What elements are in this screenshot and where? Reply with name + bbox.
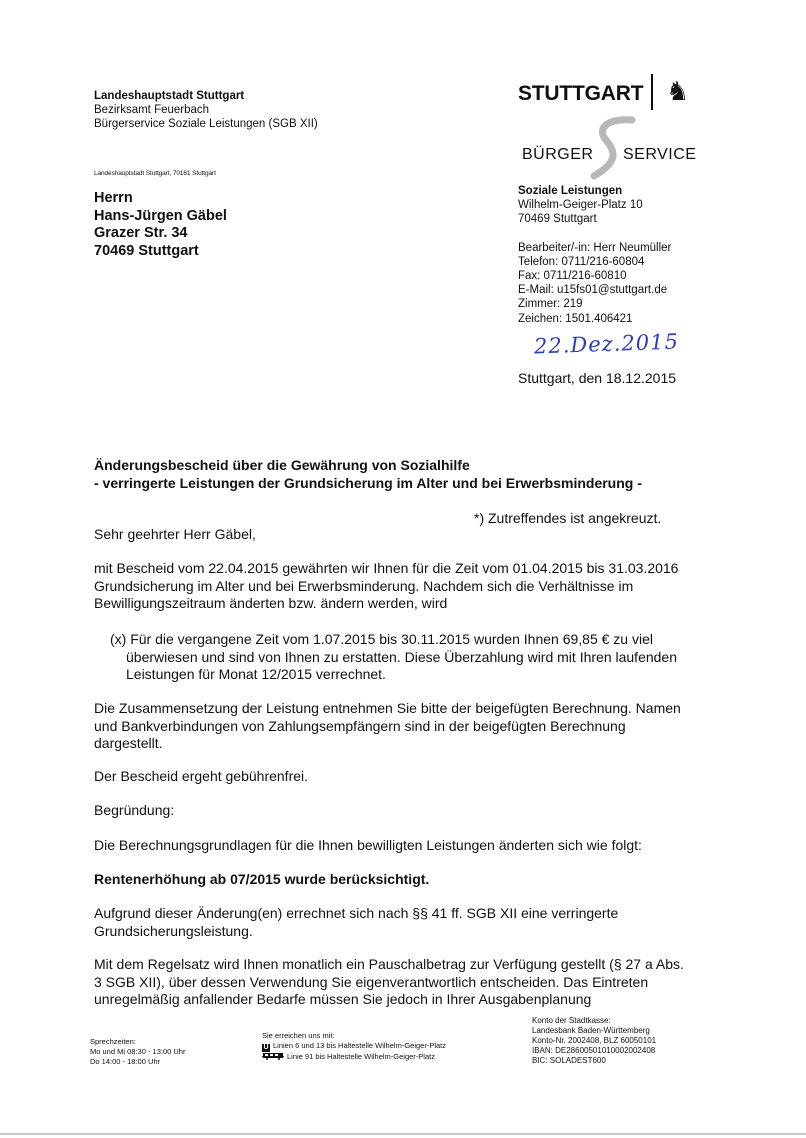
horse-crest-icon: ♞ [666,76,690,106]
contact-room: Zimmer: 219 [518,298,583,311]
service-word: SERVICE [623,146,697,163]
transit-title: Sie erreichen uns mit: [262,1031,335,1040]
bank-account: Konto-Nr. 2002408, BLZ 60050101 [532,1036,657,1045]
contact-reference: Zeichen: 1501.406421 [518,312,633,325]
paragraph-overpayment: (x) Für die vergangene Zeit vom 1.07.2015 bis 30.11.2015 wurden Ihnen 69,85 € zu viel überwiesen und sind von Ihnen zu erstatten. Diese Überzahlung wird mit Ihren laufenden Leistungen für Monat 12/2015 verrechnet. [110,631,677,682]
recipient-salutation: Herrn [94,190,133,206]
contact-city: 70469 Stuttgart [518,213,597,226]
contact-clerk: Bearbeiter/-in: Herr Neumüller [518,241,672,254]
sender-org: Landeshauptstadt Stuttgart [94,90,245,102]
received-date-stamp: 22.Dez.2015 [533,329,680,359]
sender-block [94,89,318,131]
bus-icon [262,1052,284,1060]
buerger-word: BÜRGER [522,146,594,163]
reasoning-heading: Begründung: [94,802,175,818]
subject-line-2: - verringerte Leistungen der Grundsicherung im Alter und bei Erwerbsminderung - [94,475,642,491]
contact-phone: Telefon: 0711/216-60804 [518,255,645,268]
bank-title: Konto der Stadtkasse: [532,1016,611,1025]
transit-bus [262,1052,446,1062]
recipient-street: Grazer Str. 34 [94,225,188,241]
contact-fax: Fax: 0711/216-60810 [518,270,627,283]
greeting: Sehr geehrter Herr Gäbel, [94,526,256,542]
return-address: Landeshauptstadt Stuttgart, 70161 Stuttgart [94,170,216,177]
letter-date: Stuttgart, den 18.12.2015 [518,370,677,386]
contact-block [518,184,671,326]
office-hours-title: Sprechzeiten: [90,1037,136,1046]
transit-ubahn-text: Linien 6 und 13 bis Haltestelle Wilhelm-Geiger-Platz [273,1041,446,1050]
subject [94,456,642,492]
paragraph-basis: Die Berechnungsgrundlagen für die Ihnen bewilligten Leistungen änderten sich wie folgt: [94,837,642,853]
sender-department: Bürgerservice Soziale Leistungen (SGB XII) [94,118,318,130]
paragraph-reduction: Aufgrund dieser Änderung(en) errechnet sich nach §§ 41 ff. SGB XII eine verringerte Grundsicherungsleistung. [94,905,619,939]
pension-increase-note: Rentenerhöhung ab 07/2015 wurde berücksichtigt. [94,871,430,887]
stuttgart-wordmark-icon: STUTTGART [518,82,644,105]
ubahn-icon: U [263,1044,269,1051]
recipient-city: 70469 Stuttgart [94,242,199,259]
office-hours-line-1: Mo und Mi 08:30 - 13:00 Uhr [90,1047,186,1056]
logo-divider [651,74,653,110]
paragraph-intro: mit Bescheid vom 22.04.2015 gewährten wir Ihnen für die Zeit vom 01.04.2015 bis 31.03.2016 Grundsicherung im Alter und bei Erwerbsminderung. Nachdem sich die Verhältnisse im Bewilligungszeitraum änderten bzw. ändern werden, wird [94,560,679,611]
subject-line-1: Änderungsbescheid über die Gewährung von Sozialhilfe [94,457,470,473]
office-hours [90,1037,185,1067]
recipient-address [94,190,227,260]
bank-name: Landesbank Baden-Württemberg [532,1026,650,1035]
transit-ubahn [262,1041,446,1052]
recipient-name: Hans-Jürgen Gäbel [94,207,227,224]
office-hours-line-2: Do 14:00 - 18:00 Uhr [90,1057,161,1066]
contact-email: E-Mail: u15fs01@stuttgart.de [518,284,668,297]
paragraph-regelsatz: Mit dem Regelsatz wird Ihnen monatlich ein Pauschalbetrag zur Verfügung gestellt (§ 27 a Abs. 3 SGB XII), über dessen Verwendung Sie eigenverantwortlich entscheiden. Das Eintreten unregelmäßig anfallender Bedarfe müssen Sie jedoch in Ihrer Ausgabenplanung [94,956,684,1007]
transit-bus-text: Linie 91 bis Haltestelle Wilhelm-Geiger-Platz [287,1052,435,1061]
sender-district: Bezirksamt Feuerbach [94,104,210,116]
stuttgart-logo [518,70,708,178]
checkbox-note: *) Zutreffendes ist angekreuzt. [474,510,662,526]
page-edge [0,1133,806,1135]
bank-bic: BIC: SOLADEST600 [532,1056,606,1065]
bank-details [532,1016,656,1066]
contact-dept: Soziale Leistungen [518,185,623,197]
bank-iban: IBAN: DE28600501010002002408 [532,1046,656,1055]
contact-street: Wilhelm-Geiger-Platz 10 [518,199,643,212]
transit-info [262,1031,446,1062]
paragraph-calculation: Die Zusammensetzung der Leistung entnehmen Sie bitte der beigefügten Berechnung. Namen und Bankverbindungen von Zahlungsempfängern sind in der beigefügten Berechnung dargestellt. [94,700,681,751]
paragraph-fee: Der Bescheid ergeht gebührenfrei. [94,768,309,784]
